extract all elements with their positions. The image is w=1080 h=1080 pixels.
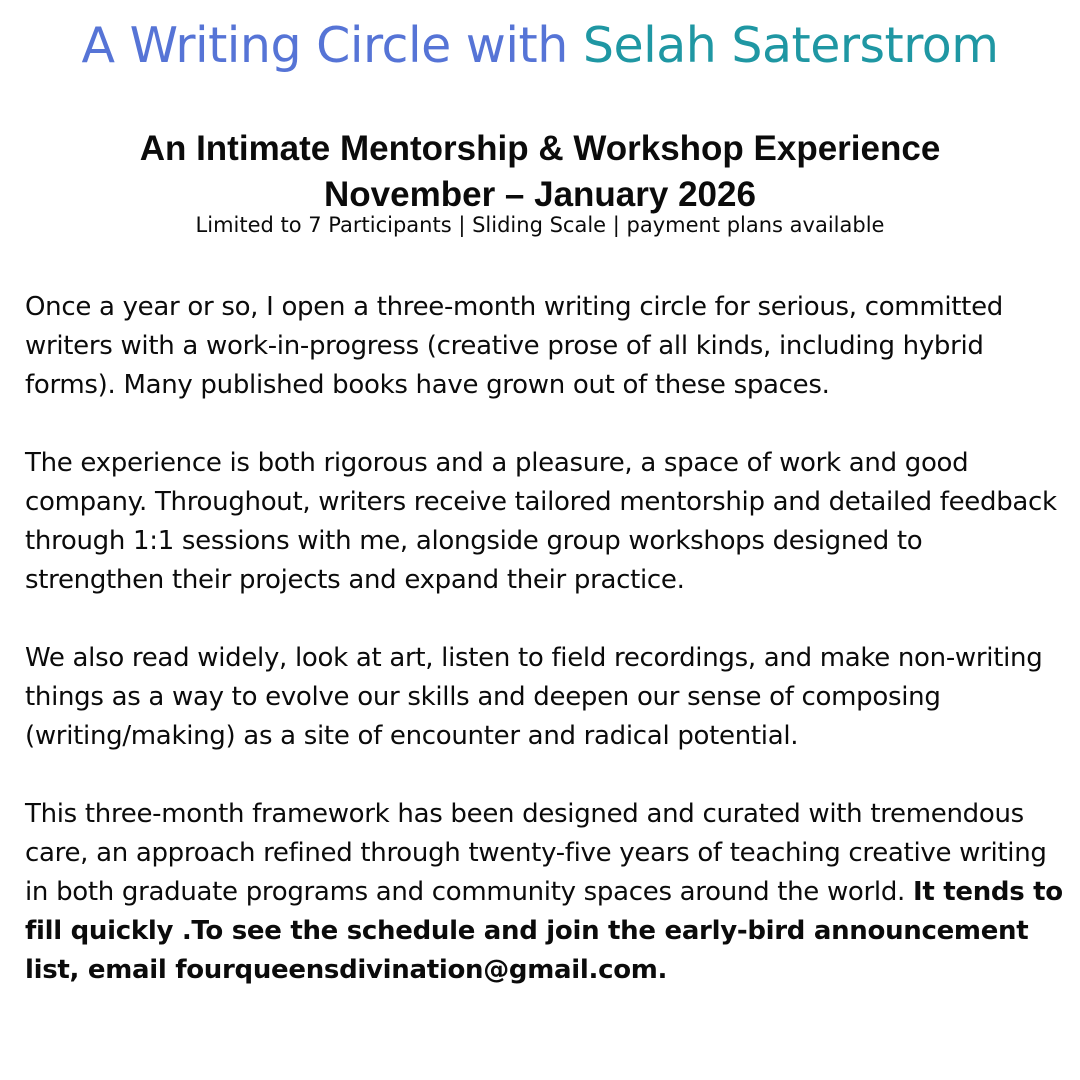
header [0,14,1080,78]
paragraph-2: The experience is both rigorous and a pleasure, a space of work and good company. Throughout, writers receive tailored mentorship and detailed feedback through 1:1 sessions with me, alongside group workshops designed to strengthen their projects and expand their practice. [25,448,1057,595]
subtitle [0,126,1080,218]
paragraph-3: We also read widely, look at art, listen to field recordings, and make non-writing things as a way to evolve our skills and deepen our sense of composing (writing/making) as a site of encounter and radical potential. [25,643,1043,751]
title-part-writing-circle: A Writing Circle with [81,17,583,74]
paragraph-4-regular: This three-month framework has been designed and curated with tremendous care, an approach refined through twenty-five years of teaching creative writing in both graduate programs and community spaces around the world. [25,799,1047,907]
page-title [0,14,1080,78]
subtitle-line-2: November – January 2026 [324,175,756,214]
title-part-author-name: Selah Saterstrom [582,17,999,74]
body-text [25,288,1065,1029]
subtitle-line-1: An Intimate Mentorship & Workshop Experience [139,129,941,168]
paragraph-1: Once a year or so, I open a three-month writing circle for serious, committed writers with a work-in-progress (creative prose of all kinds, including hybrid forms). Many published books have grown out of these spaces. [25,292,1003,400]
paragraph-4-bold-call-to-action: It tends to fill quickly .To see the schedule and join the early-bird announcement list, email fourqueensdivination@gmail.com. [25,877,1063,985]
participants-note: Limited to 7 Participants | Sliding Scale | payment plans available [195,213,885,237]
paragraph-4 [25,795,1065,990]
